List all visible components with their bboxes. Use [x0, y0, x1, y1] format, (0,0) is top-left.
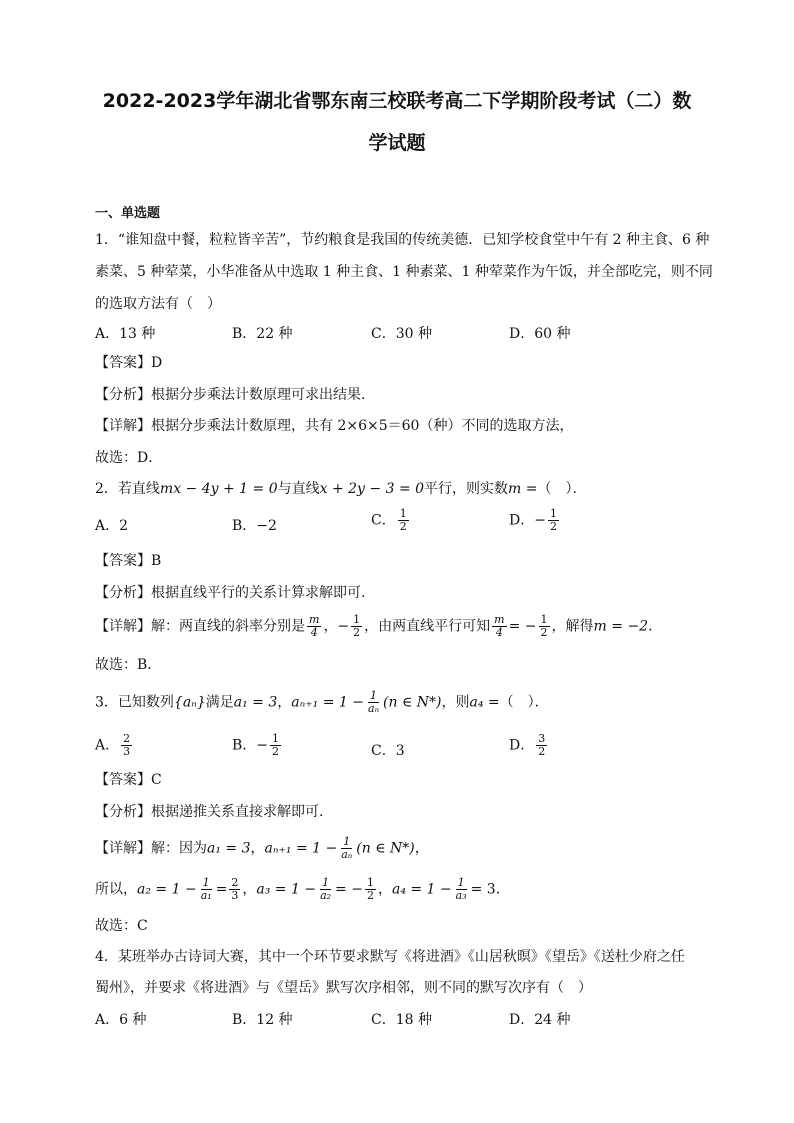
q2-half-fraction — [539, 614, 550, 639]
q2-option-a: A．2 — [95, 518, 129, 534]
q3-a2-left: a₂ = 1 − — [137, 881, 197, 898]
q3-option-a-fraction — [121, 733, 132, 758]
q2-answer: 【答案】B — [95, 553, 162, 569]
q3-answer: 【答案】C — [95, 772, 162, 788]
page-title: 2022-2023学年湖北省鄂东南三校联考高二下学期阶段考试（二）数 — [102, 90, 692, 112]
fraction-denominator: a₂ — [320, 889, 332, 902]
fraction-denominator: 2 — [366, 889, 374, 902]
q3-option-b-fraction — [270, 733, 281, 758]
q2-text — [95, 479, 587, 499]
q4-option-b: B．12 种 — [232, 1012, 293, 1028]
q2-option-c-label: C． — [371, 512, 396, 529]
q2-slope2-fraction — [351, 614, 362, 639]
fraction-denominator: 4 — [310, 626, 318, 639]
q2-post: 平行，则实数 — [424, 481, 509, 497]
q3-sep1: ， — [242, 881, 257, 898]
fraction-denominator: 2 — [549, 520, 557, 533]
fraction-numerator: 1 — [370, 689, 378, 702]
q2-m4-fraction — [492, 614, 506, 639]
q2-detail — [95, 614, 662, 639]
q3-recurrence-fraction — [366, 690, 381, 715]
q3-cond: 满足 — [205, 694, 234, 711]
q4-option-a: A．6 种 — [95, 1012, 147, 1028]
q1-option-d: D．60 种 — [509, 326, 571, 342]
q2-detail-b: ，− — [323, 618, 350, 635]
q1-detail: 【详解】根据分步乘法计数原理，共有 2×6×5＝60（种）不同的选取方法， — [95, 418, 574, 434]
q3-so-line — [95, 877, 510, 902]
fraction-numerator: 1 — [322, 876, 330, 889]
q2-option-d-label: D．− — [509, 512, 546, 529]
fraction-numerator: 1 — [399, 507, 407, 520]
q1-option-c: C．30 种 — [371, 326, 432, 342]
q1-text-line3: 的选取方法有（ ） — [95, 296, 221, 312]
q2-option-d — [509, 508, 561, 533]
q2-result: m = −2 — [593, 618, 649, 635]
q3-option-b-label: B．− — [232, 737, 269, 754]
q2-detail-a: 【详解】解：两直线的斜率分别是 — [95, 618, 305, 635]
q3-detail-a1: a₁ = 3 — [207, 840, 251, 857]
q3-a4-result: = 3． — [470, 881, 510, 898]
q2-slope1-fraction — [307, 614, 321, 639]
q3-choose: 故选：C — [95, 918, 148, 934]
fraction-denominator: 2 — [353, 626, 361, 639]
q1-analysis: 【分析】根据分步乘法计数原理可求出结果. — [95, 387, 366, 403]
q3-a2-fraction — [199, 877, 214, 902]
q3-a4: a₄ = — [469, 694, 500, 711]
q3-a3-fraction — [318, 877, 333, 902]
q3-detail — [95, 836, 429, 861]
q3-a2-eq: = — [215, 881, 228, 898]
q3-a3-result — [365, 877, 376, 902]
q3-option-d — [509, 733, 549, 758]
q1-choose: 故选：D． — [95, 450, 163, 466]
q1-text-line1: 1．“谁知盘中餐，粒粒皆辛苦”，节约粮食是我国的传统美德．已知学校食堂中午有 2 种主食、6 种 — [95, 232, 710, 248]
q3-sep2: ， — [377, 881, 392, 898]
fraction-denominator: 3 — [123, 745, 131, 758]
fraction-numerator: 1 — [343, 835, 351, 848]
fraction-numerator: 3 — [538, 732, 546, 745]
fraction-numerator: 1 — [366, 876, 374, 889]
q3-option-d-label: D． — [509, 737, 535, 754]
q3-a3-eq: = − — [335, 881, 363, 898]
fraction-denominator: 2 — [540, 626, 548, 639]
q2-line1-eq: mx − 4y + 1 = 0 — [159, 481, 278, 497]
fraction-denominator: 4 — [495, 626, 503, 639]
fraction-numerator: 1 — [540, 613, 548, 626]
fraction-denominator: 2 — [399, 520, 407, 533]
q3-detail-comma: ， — [250, 840, 265, 857]
fraction-denominator: aₙ — [368, 702, 380, 715]
q2-line2-eq: x + 2y − 3 = 0 — [319, 481, 425, 497]
q3-domain: (n ∈ N*) — [383, 694, 442, 711]
fraction-numerator: 2 — [231, 876, 239, 889]
fraction-denominator: a₃ — [455, 889, 467, 902]
q2-choose: 故选：B． — [95, 657, 162, 673]
q2-option-b: B．−2 — [232, 518, 277, 534]
q3-a4-fraction — [454, 877, 469, 902]
fraction-denominator: 3 — [231, 889, 239, 902]
q4-text-line1: 4．某班举办古诗词大赛，其中一个环节要求默写《将进酒》《山居秋暝》《望岳》《送杜少府之任 — [95, 949, 685, 965]
q3-detail-end: ， — [414, 840, 429, 857]
fraction-numerator: m — [309, 613, 320, 626]
q2-var: m = — [508, 481, 538, 497]
q2-detail-e: ，解得 — [551, 618, 594, 635]
q2-mid: 与直线 — [277, 481, 320, 497]
fraction-numerator: 1 — [272, 732, 280, 745]
q3-detail-a: 【详解】解：因为 — [95, 840, 207, 857]
q2-pre: 2．若直线 — [95, 481, 160, 497]
q3-option-d-fraction — [536, 733, 547, 758]
q3-end: （ ）． — [499, 694, 549, 711]
q1-option-b: B．22 种 — [232, 326, 293, 342]
q3-a4-left: a₄ = 1 − — [391, 881, 452, 898]
q3-sequence: {aₙ} — [173, 694, 206, 711]
fraction-numerator: 1 — [549, 507, 557, 520]
q2-detail-f: ． — [648, 618, 663, 635]
page-title-continued: 学试题 — [368, 132, 426, 154]
q1-answer: 【答案】D — [95, 355, 163, 371]
section-heading: 一、单选题 — [95, 206, 161, 221]
q1-text-line2: 素菜、5 种荤菜，小华准备从中选取 1 种主食、1 种素菜、1 种荤菜作为午饭，并全部吃完，则不同 — [95, 264, 713, 280]
fraction-numerator: m — [494, 613, 505, 626]
fraction-numerator: 1 — [353, 613, 361, 626]
q4-text-line2: 蜀州》，并要求《将进酒》与《望岳》默写次序相邻，则不同的默写次序有（ ） — [95, 980, 592, 996]
q2-option-c — [371, 508, 411, 533]
q3-detail-fraction — [339, 836, 354, 861]
q3-option-c: C．3 — [371, 743, 405, 759]
q3-a3-left: a₃ = 1 − — [256, 881, 317, 898]
q4-option-c: C．18 种 — [371, 1012, 432, 1028]
q3-option-b — [232, 733, 283, 758]
fraction-denominator: a₁ — [200, 889, 212, 902]
fraction-numerator: 1 — [202, 876, 210, 889]
q2-end: （ ）． — [537, 481, 587, 497]
q1-option-a: A．13 种 — [95, 326, 156, 342]
q3-recurrence-left: aₙ₊₁ = 1 − — [291, 694, 365, 711]
fraction-numerator: 2 — [123, 732, 131, 745]
fraction-denominator: aₙ — [341, 848, 353, 861]
q2-detail-c: ，由两直线平行可知 — [364, 618, 491, 635]
q3-ask: ，则 — [441, 694, 470, 711]
q3-a2-result — [229, 877, 240, 902]
fraction-denominator: 2 — [538, 745, 546, 758]
q2-option-d-fraction — [548, 508, 559, 533]
fraction-denominator: 2 — [272, 745, 280, 758]
q2-option-c-fraction — [398, 508, 409, 533]
q3-a1: a₁ = 3 — [233, 694, 278, 711]
fraction-numerator: 1 — [457, 876, 465, 889]
q3-option-a — [95, 733, 134, 758]
q3-comma: ， — [277, 694, 292, 711]
q3-text — [95, 690, 549, 715]
q4-option-d: D．24 种 — [509, 1012, 571, 1028]
q3-detail-recurrence: aₙ₊₁ = 1 − — [264, 840, 338, 857]
q3-analysis: 【分析】根据递推关系直接求解即可. — [95, 804, 324, 820]
q2-detail-d: = − — [508, 618, 537, 635]
q3-pre: 3．已知数列 — [95, 694, 174, 711]
q3-detail-domain: (n ∈ N*) — [356, 840, 415, 857]
q2-analysis: 【分析】根据直线平行的关系计算求解即可. — [95, 585, 366, 601]
q3-option-a-label: A． — [95, 737, 120, 754]
q3-so: 所以， — [95, 881, 137, 898]
